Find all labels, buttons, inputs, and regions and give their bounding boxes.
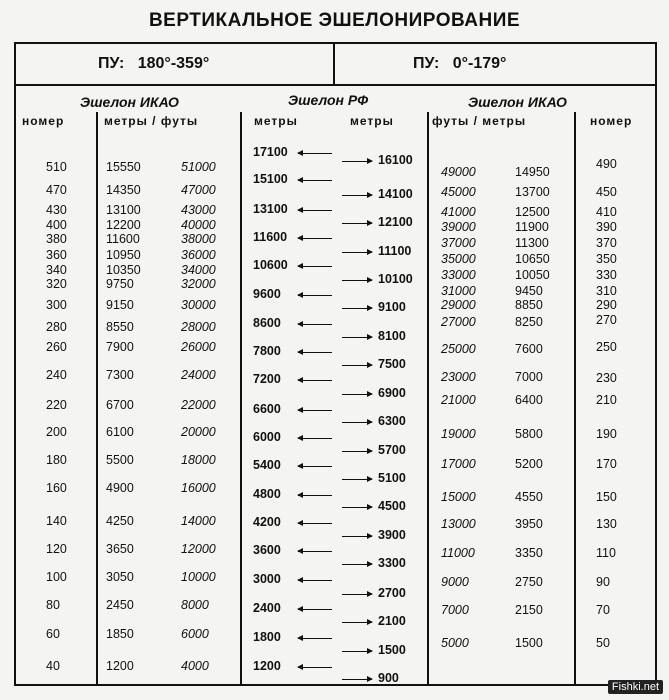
left-level-meters: 14350 — [106, 183, 141, 197]
left-level-number: 360 — [46, 248, 67, 262]
right-level-feet: 23000 — [441, 370, 476, 384]
col-right-feet-meters: футы / метры — [432, 114, 527, 128]
arrow-left-icon — [298, 380, 332, 381]
rf-west-level: 10600 — [253, 258, 288, 272]
arrow-right-icon — [342, 651, 372, 652]
right-level-meters: 10650 — [515, 252, 550, 266]
left-level-number: 280 — [46, 320, 67, 334]
right-level-meters: 10050 — [515, 268, 550, 282]
right-level-meters: 1500 — [515, 636, 543, 650]
left-level-meters: 5500 — [106, 453, 134, 467]
left-level-number: 140 — [46, 514, 67, 528]
left-course-header — [98, 55, 209, 73]
right-level-meters: 11900 — [515, 220, 549, 234]
right-level-feet: 27000 — [441, 315, 476, 329]
rf-east-level: 11100 — [378, 244, 412, 258]
rf-west-level: 13100 — [253, 202, 288, 216]
left-level-feet: 4000 — [181, 659, 209, 673]
right-level-meters: 2750 — [515, 575, 543, 589]
right-level-number: 290 — [596, 298, 617, 312]
left-course-range: 180°-359° — [137, 55, 210, 72]
left-level-feet: 20000 — [181, 425, 216, 439]
rf-east-level: 6300 — [378, 414, 406, 428]
right-level-feet: 31000 — [441, 284, 476, 298]
col-middle-meters: метры — [254, 114, 298, 128]
rf-west-level: 1800 — [253, 630, 281, 644]
right-level-feet: 5000 — [441, 636, 469, 650]
left-level-meters: 7900 — [106, 340, 134, 354]
right-level-feet: 7000 — [441, 603, 469, 617]
left-level-feet: 14000 — [181, 514, 216, 528]
right-level-number: 110 — [596, 546, 616, 560]
rf-east-level: 1500 — [378, 643, 406, 657]
left-level-meters: 7300 — [106, 368, 134, 382]
left-level-feet: 10000 — [181, 570, 216, 584]
arrow-left-icon — [298, 551, 332, 552]
right-level-meters: 13700 — [515, 185, 550, 199]
left-level-feet: 8000 — [181, 598, 209, 612]
left-course-label: ПУ: — [98, 55, 125, 72]
right-level-number: 70 — [596, 603, 610, 617]
left-level-meters: 2450 — [106, 598, 134, 612]
arrow-left-icon — [298, 210, 332, 211]
left-level-number: 160 — [46, 481, 67, 495]
col-right-number: номер — [590, 114, 633, 128]
left-level-meters: 15550 — [106, 160, 141, 174]
right-level-number: 250 — [596, 340, 617, 354]
left-level-meters: 4900 — [106, 481, 134, 495]
left-level-feet: 34000 — [181, 263, 216, 277]
rf-east-level: 6900 — [378, 386, 406, 400]
arrow-right-icon — [342, 594, 372, 595]
arrow-left-icon — [298, 638, 332, 639]
right-level-number: 170 — [596, 457, 617, 471]
left-level-meters: 11600 — [106, 232, 140, 246]
right-level-number: 190 — [596, 427, 617, 441]
rf-west-level: 15100 — [253, 172, 288, 186]
right-level-feet: 39000 — [441, 220, 476, 234]
arrow-left-icon — [298, 295, 332, 296]
left-level-meters: 12200 — [106, 218, 141, 232]
rf-east-level: 3900 — [378, 528, 406, 542]
rf-west-level: 1200 — [253, 659, 281, 673]
left-level-feet: 38000 — [181, 232, 216, 246]
arrow-left-icon — [298, 580, 332, 581]
rf-east-level: 9100 — [378, 300, 406, 314]
right-level-feet: 19000 — [441, 427, 476, 441]
left-level-number: 120 — [46, 542, 67, 556]
right-level-number: 370 — [596, 236, 617, 250]
right-level-feet: 11000 — [441, 546, 475, 560]
left-level-number: 430 — [46, 203, 67, 217]
rf-east-level: 2700 — [378, 586, 406, 600]
left-level-feet: 6000 — [181, 627, 209, 641]
right-level-meters: 12500 — [515, 205, 550, 219]
arrow-right-icon — [342, 161, 372, 162]
rf-west-level: 4200 — [253, 515, 281, 529]
right-level-number: 270 — [596, 313, 617, 327]
arrow-right-icon — [342, 365, 372, 366]
rf-east-level: 8100 — [378, 329, 406, 343]
left-level-number: 260 — [46, 340, 67, 354]
right-level-feet: 21000 — [441, 393, 476, 407]
left-level-feet: 28000 — [181, 320, 216, 334]
left-level-number: 340 — [46, 263, 67, 277]
header-divider — [333, 42, 335, 86]
left-level-number: 220 — [46, 398, 67, 412]
left-level-number: 400 — [46, 218, 67, 232]
left-level-feet: 47000 — [181, 183, 216, 197]
rf-west-level: 11600 — [253, 230, 288, 244]
right-level-number: 130 — [596, 517, 617, 531]
arrow-left-icon — [298, 266, 332, 267]
right-level-meters: 8250 — [515, 315, 543, 329]
rf-east-level: 12100 — [378, 215, 413, 229]
left-level-number: 380 — [46, 232, 67, 246]
left-level-meters: 4250 — [106, 514, 134, 528]
rf-east-level: 10100 — [378, 272, 413, 286]
right-level-number: 410 — [596, 205, 617, 219]
rf-west-level: 3600 — [253, 543, 281, 557]
arrow-right-icon — [342, 679, 372, 680]
arrow-right-icon — [342, 451, 372, 452]
rf-west-level: 8600 — [253, 316, 281, 330]
left-level-number: 510 — [46, 160, 67, 174]
right-level-number: 330 — [596, 268, 617, 282]
right-level-meters: 7600 — [515, 342, 543, 356]
right-level-meters: 7000 — [515, 370, 543, 384]
arrow-left-icon — [298, 324, 332, 325]
arrow-left-icon — [298, 410, 332, 411]
left-level-feet: 22000 — [181, 398, 216, 412]
arrow-left-icon — [298, 438, 332, 439]
rf-east-level: 4500 — [378, 499, 406, 513]
page-title: ВЕРТИКАЛЬНОЕ ЭШЕЛОНИРОВАНИЕ — [148, 10, 521, 31]
middle-group-label: Эшелон РФ — [288, 92, 369, 108]
arrow-right-icon — [342, 394, 372, 395]
right-level-number: 310 — [596, 284, 617, 298]
left-level-feet: 43000 — [181, 203, 216, 217]
arrow-right-icon — [342, 195, 372, 196]
left-level-feet: 30000 — [181, 298, 216, 312]
left-group-label: Эшелон ИКАО — [80, 94, 179, 110]
watermark: Fishki.net — [608, 680, 663, 694]
left-level-feet: 32000 — [181, 277, 216, 291]
right-level-meters: 11300 — [515, 236, 549, 250]
arrow-left-icon — [298, 153, 332, 154]
right-level-meters: 8850 — [515, 298, 543, 312]
left-level-number: 240 — [46, 368, 67, 382]
left-level-meters: 13100 — [106, 203, 141, 217]
arrow-left-icon — [298, 495, 332, 496]
arrow-left-icon — [298, 466, 332, 467]
right-level-number: 50 — [596, 636, 610, 650]
right-level-feet: 15000 — [441, 490, 476, 504]
rf-west-level: 4800 — [253, 487, 281, 501]
right-course-range: 0°-179° — [452, 55, 507, 72]
rf-east-level: 7500 — [378, 357, 406, 371]
left-level-number: 320 — [46, 277, 67, 291]
arrow-left-icon — [298, 180, 332, 181]
right-level-meters: 5800 — [515, 427, 543, 441]
left-level-number: 200 — [46, 425, 67, 439]
left-level-meters: 1200 — [106, 659, 134, 673]
right-level-feet: 49000 — [441, 165, 476, 179]
left-level-number: 100 — [46, 570, 67, 584]
right-level-meters: 9450 — [515, 284, 543, 298]
right-level-number: 210 — [596, 393, 617, 407]
right-level-feet: 35000 — [441, 252, 476, 266]
right-meters-divider — [427, 112, 429, 684]
rf-east-level: 14100 — [378, 187, 413, 201]
left-level-number: 300 — [46, 298, 67, 312]
right-level-feet: 17000 — [441, 457, 476, 471]
arrow-right-icon — [342, 422, 372, 423]
left-level-meters: 6700 — [106, 398, 134, 412]
arrow-left-icon — [298, 238, 332, 239]
right-level-meters: 4550 — [515, 490, 543, 504]
arrow-left-icon — [298, 667, 332, 668]
right-level-number: 230 — [596, 371, 617, 385]
arrow-right-icon — [342, 308, 372, 309]
right-level-number: 90 — [596, 575, 610, 589]
left-level-number: 180 — [46, 453, 67, 467]
left-level-meters: 3650 — [106, 542, 134, 556]
rf-west-level: 5400 — [253, 458, 281, 472]
right-course-label: ПУ: — [413, 55, 440, 72]
left-level-feet: 12000 — [181, 542, 216, 556]
col-left-number: номер — [22, 114, 65, 128]
left-level-number: 40 — [46, 659, 60, 673]
left-number-divider — [96, 112, 98, 684]
rf-east-level: 900 — [378, 671, 399, 685]
rf-west-level: 7800 — [253, 344, 281, 358]
right-level-feet: 41000 — [441, 205, 476, 219]
right-level-feet: 9000 — [441, 575, 469, 589]
left-level-meters: 9150 — [106, 298, 134, 312]
arrow-right-icon — [342, 479, 372, 480]
right-course-header — [413, 55, 506, 73]
arrow-left-icon — [298, 609, 332, 610]
left-level-meters: 10950 — [106, 248, 141, 262]
rf-east-level: 16100 — [378, 153, 413, 167]
arrow-right-icon — [342, 564, 372, 565]
left-level-meters: 10350 — [106, 263, 141, 277]
arrow-right-icon — [342, 507, 372, 508]
right-level-feet: 13000 — [441, 517, 476, 531]
right-level-meters: 6400 — [515, 393, 543, 407]
arrow-right-icon — [342, 622, 372, 623]
rf-east-level: 2100 — [378, 614, 406, 628]
right-level-number: 450 — [596, 185, 617, 199]
col-right-meters: метры — [350, 114, 394, 128]
right-level-meters: 3950 — [515, 517, 543, 531]
rf-west-level: 7200 — [253, 372, 281, 386]
rf-west-level: 17100 — [253, 145, 288, 159]
rf-west-level: 6000 — [253, 430, 281, 444]
right-level-number: 490 — [596, 157, 617, 171]
left-level-number: 60 — [46, 627, 60, 641]
arrow-right-icon — [342, 337, 372, 338]
left-level-meters: 3050 — [106, 570, 134, 584]
right-level-number: 390 — [596, 220, 617, 234]
right-level-feet: 45000 — [441, 185, 476, 199]
rf-west-level: 3000 — [253, 572, 281, 586]
arrow-right-icon — [342, 252, 372, 253]
left-level-meters: 9750 — [106, 277, 134, 291]
right-level-number: 150 — [596, 490, 617, 504]
left-level-number: 470 — [46, 183, 67, 197]
right-level-meters: 3350 — [515, 546, 543, 560]
left-level-number: 80 — [46, 598, 60, 612]
left-level-feet: 24000 — [181, 368, 216, 382]
left-level-meters: 1850 — [106, 627, 134, 641]
right-level-feet: 33000 — [441, 268, 476, 282]
right-level-number: 350 — [596, 252, 617, 266]
right-level-meters: 5200 — [515, 457, 543, 471]
left-feet-divider — [240, 112, 242, 684]
left-level-feet: 40000 — [181, 218, 216, 232]
rf-east-level: 5700 — [378, 443, 406, 457]
rf-east-level: 3300 — [378, 556, 406, 570]
arrow-right-icon — [342, 280, 372, 281]
arrow-left-icon — [298, 523, 332, 524]
right-level-feet: 37000 — [441, 236, 476, 250]
left-level-feet: 26000 — [181, 340, 216, 354]
right-group-label: Эшелон ИКАО — [468, 94, 567, 110]
right-level-meters: 2150 — [515, 603, 543, 617]
left-level-feet: 51000 — [181, 160, 216, 174]
rf-west-level: 6600 — [253, 402, 281, 416]
left-level-feet: 18000 — [181, 453, 216, 467]
left-level-feet: 16000 — [181, 481, 216, 495]
right-level-meters: 14950 — [515, 165, 550, 179]
rf-east-level: 5100 — [378, 471, 406, 485]
arrow-left-icon — [298, 352, 332, 353]
left-level-feet: 36000 — [181, 248, 216, 262]
rf-west-level: 2400 — [253, 601, 281, 615]
right-number-divider — [574, 112, 576, 684]
arrow-right-icon — [342, 536, 372, 537]
right-level-feet: 25000 — [441, 342, 476, 356]
left-level-meters: 8550 — [106, 320, 134, 334]
col-left-meters-feet: метры / футы — [104, 114, 199, 128]
arrow-right-icon — [342, 223, 372, 224]
table-frame — [14, 86, 657, 686]
left-level-meters: 6100 — [106, 425, 134, 439]
right-level-feet: 29000 — [441, 298, 476, 312]
rf-west-level: 9600 — [253, 287, 281, 301]
